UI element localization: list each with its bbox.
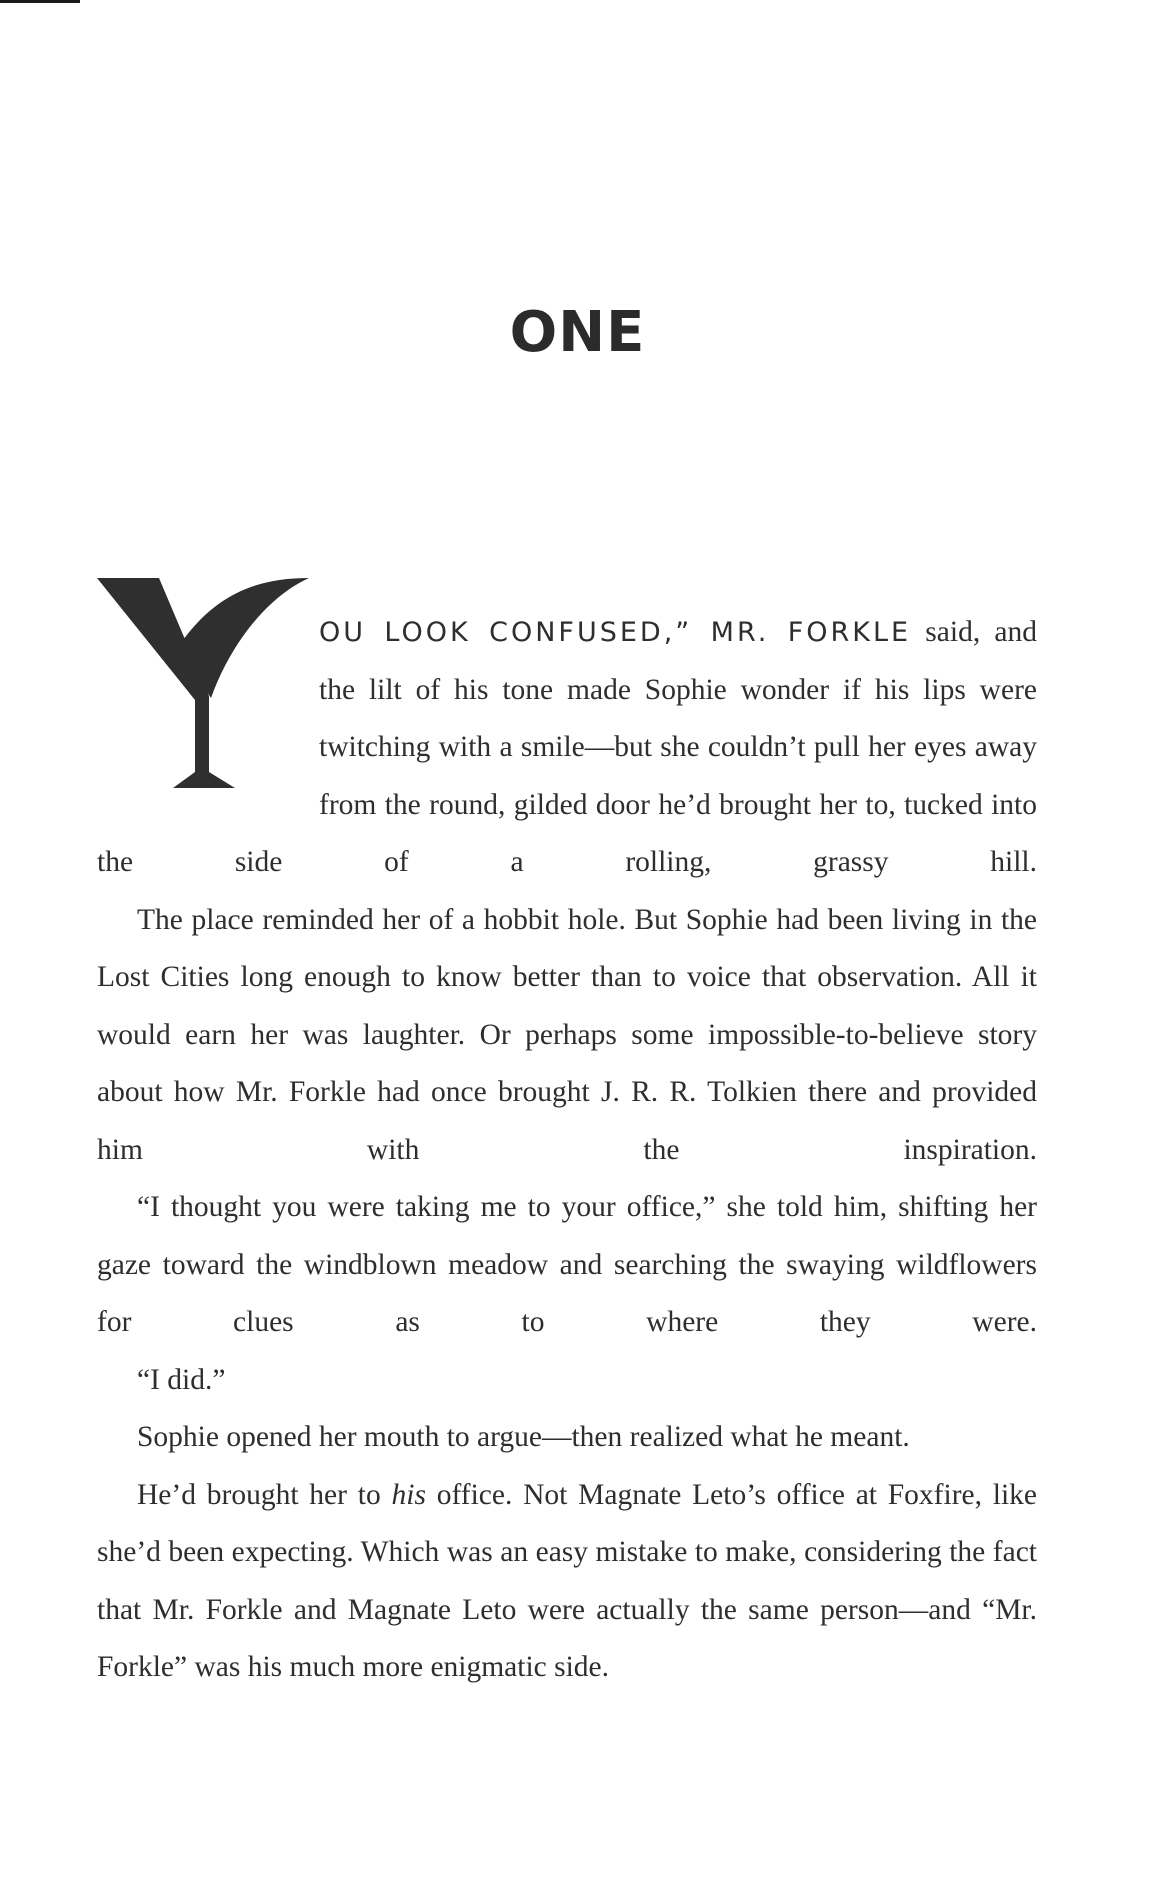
opening-paragraph-text: said, and the lilt of his tone made Sophie wonder if his lips were twitching with a smile—but she couldn’t pull her eyes away from the round, gilded door he’d brought her to, tucked into the side of a rolling, grassy hill. bbox=[97, 616, 1037, 878]
last-paragraph-start: He’d brought her to bbox=[137, 1478, 392, 1511]
paragraph: “I did.” bbox=[137, 1363, 226, 1396]
last-paragraph-end: office. Not Magnate Leto’s office at Foxfire, like she’d been expecting. Which was an easy mistake to make, considering the fact that Mr. Forkle and Magnate Leto were actually the same person—and “Mr. Forkle” was his much more enigmatic side. bbox=[97, 1478, 1038, 1683]
corner-scan-mark bbox=[0, 0, 80, 3]
drop-cap bbox=[97, 576, 319, 796]
opening-caps: OU LOOK CONFUSED,” MR. FORKLE bbox=[319, 617, 912, 648]
chapter-body bbox=[97, 604, 1037, 1697]
drop-cap-glyph bbox=[97, 576, 319, 796]
paragraph: “I thought you were taking me to your office,” she told him, shifting her gaze toward the windblown meadow and searching the swaying wildflowers for clues as to where they were. bbox=[97, 1191, 1037, 1338]
paragraph: The place reminded her of a hobbit hole. But Sophie had been living in the Lost Cities long enough to know better than to voice that observation. All it would earn her was laughter. Or perhaps some impossible-to-believe story about how Mr. Forkle had once brought J. R. R. Tolkien there and provided him with the inspiration. bbox=[97, 903, 1037, 1166]
paragraph: Sophie opened her mouth to argue—then realized what he meant. bbox=[137, 1421, 910, 1453]
emphasis-word: his bbox=[391, 1478, 426, 1511]
drop-cap-letter: Y bbox=[204, 778, 212, 789]
last-paragraph bbox=[97, 1467, 1037, 1697]
chapter-title: ONE bbox=[509, 300, 646, 365]
